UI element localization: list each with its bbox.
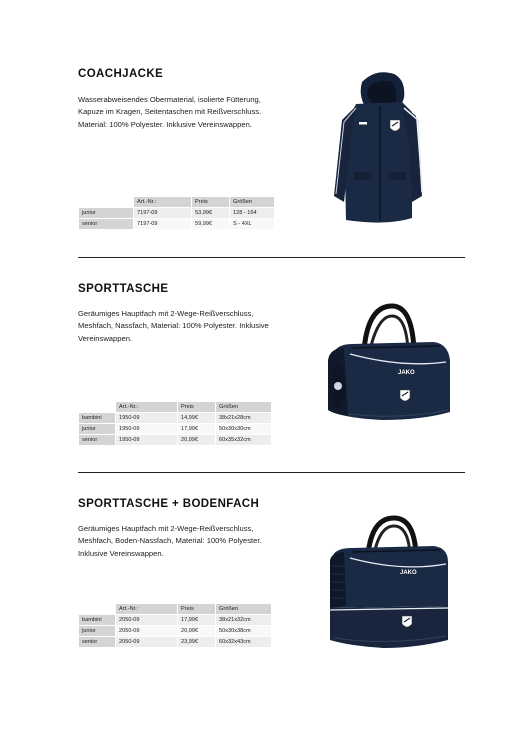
table-header-groessen: Größen (216, 402, 271, 412)
table-row (79, 625, 271, 636)
row-price: 20,99€ (178, 625, 215, 636)
table-header-groessen: Größen (230, 197, 274, 207)
table-header-preis: Preis (192, 197, 229, 207)
description-sporttasche: Geräumiges Hauptfach mit 2-Wege-Reißverschluss, Meshfach, Nassfach, Material: 100% Polyester. Inklusive Vereinswappen. (78, 309, 269, 343)
row-art: 2050-09 (116, 625, 177, 636)
row-price: 59,99€ (192, 218, 229, 229)
sports-bag-image (322, 302, 454, 422)
brand-mark: JAKO (398, 370, 415, 376)
row-price: 20,99€ (178, 434, 215, 445)
row-label: bambini (79, 412, 115, 423)
section-divider (78, 257, 465, 258)
row-price: 23,99€ (178, 636, 215, 647)
row-size: 38x21x28cm (216, 412, 271, 423)
table-header-groessen: Größen (216, 604, 271, 614)
row-art: 7197-09 (134, 218, 191, 229)
table-row (79, 434, 271, 445)
row-label: junior (79, 423, 115, 434)
row-label: junior (79, 625, 115, 636)
row-art: 7197-09 (134, 207, 191, 218)
section-title-coachjacke: COACHJACKE (78, 68, 164, 80)
row-art: 2050-09 (116, 614, 177, 625)
spec-table-sporttasche-bodenfach (78, 604, 272, 647)
row-price: 14,99€ (178, 412, 215, 423)
row-size: 50x30x38cm (216, 625, 271, 636)
row-art: 1950-09 (116, 412, 177, 423)
row-size: 128 - 164 (230, 207, 274, 218)
row-art: 2050-09 (116, 636, 177, 647)
spec-table-sporttasche (78, 402, 272, 445)
spec-table-coachjacke (78, 197, 275, 229)
row-label: senior (79, 218, 133, 229)
row-price: 53,99€ (192, 207, 229, 218)
section-divider (78, 472, 465, 473)
row-label: junior (79, 207, 133, 218)
row-label: bambini (79, 614, 115, 625)
table-row (79, 218, 274, 229)
row-size: 50x30x30cm (216, 423, 271, 434)
row-size: 60x32x43cm (216, 636, 271, 647)
row-art: 1950-09 (116, 434, 177, 445)
row-label: senior (79, 434, 115, 445)
table-row (79, 614, 271, 625)
table-header-preis: Preis (178, 402, 215, 412)
table-row (79, 636, 271, 647)
row-size: S - 4XL (230, 218, 274, 229)
coach-jacket-image (326, 68, 426, 230)
table-header-preis: Preis (178, 604, 215, 614)
row-price: 17,99€ (178, 423, 215, 434)
row-size: 60x35x32cm (216, 434, 271, 445)
section-title-sporttasche: SPORTTASCHE (78, 283, 169, 295)
description-sporttasche-bodenfach: Geräumiges Hauptfach mit 2-Wege-Reißverschluss, Meshfach, Boden-Nassfach, Material: 100% Polyester. Inklusive Vereinswappen. (78, 524, 262, 558)
section-title-sporttasche-bodenfach: SPORTTASCHE + BODENFACH (78, 498, 260, 510)
brand-mark: JAKO (400, 570, 417, 576)
table-row (79, 412, 271, 423)
table-row (79, 423, 271, 434)
row-label: senior (79, 636, 115, 647)
description-coachjacke: Wasserabweisendes Obermaterial, isolierte Fütterung, Kapuze im Kragen, Seitentaschen mit Reißverschluss. Material: 100% Polyester. Inklusive Vereinswappen. (78, 95, 262, 129)
row-size: 38x21x32cm (216, 614, 271, 625)
sports-bag-bottom-compartment-image (324, 514, 454, 654)
row-art: 1950-09 (116, 423, 177, 434)
table-header-art: Art.-Nr.: (116, 402, 177, 412)
table-row (79, 207, 274, 218)
table-header-art: Art.-Nr.: (134, 197, 191, 207)
row-price: 17,99€ (178, 614, 215, 625)
table-header-art: Art.-Nr.: (116, 604, 177, 614)
